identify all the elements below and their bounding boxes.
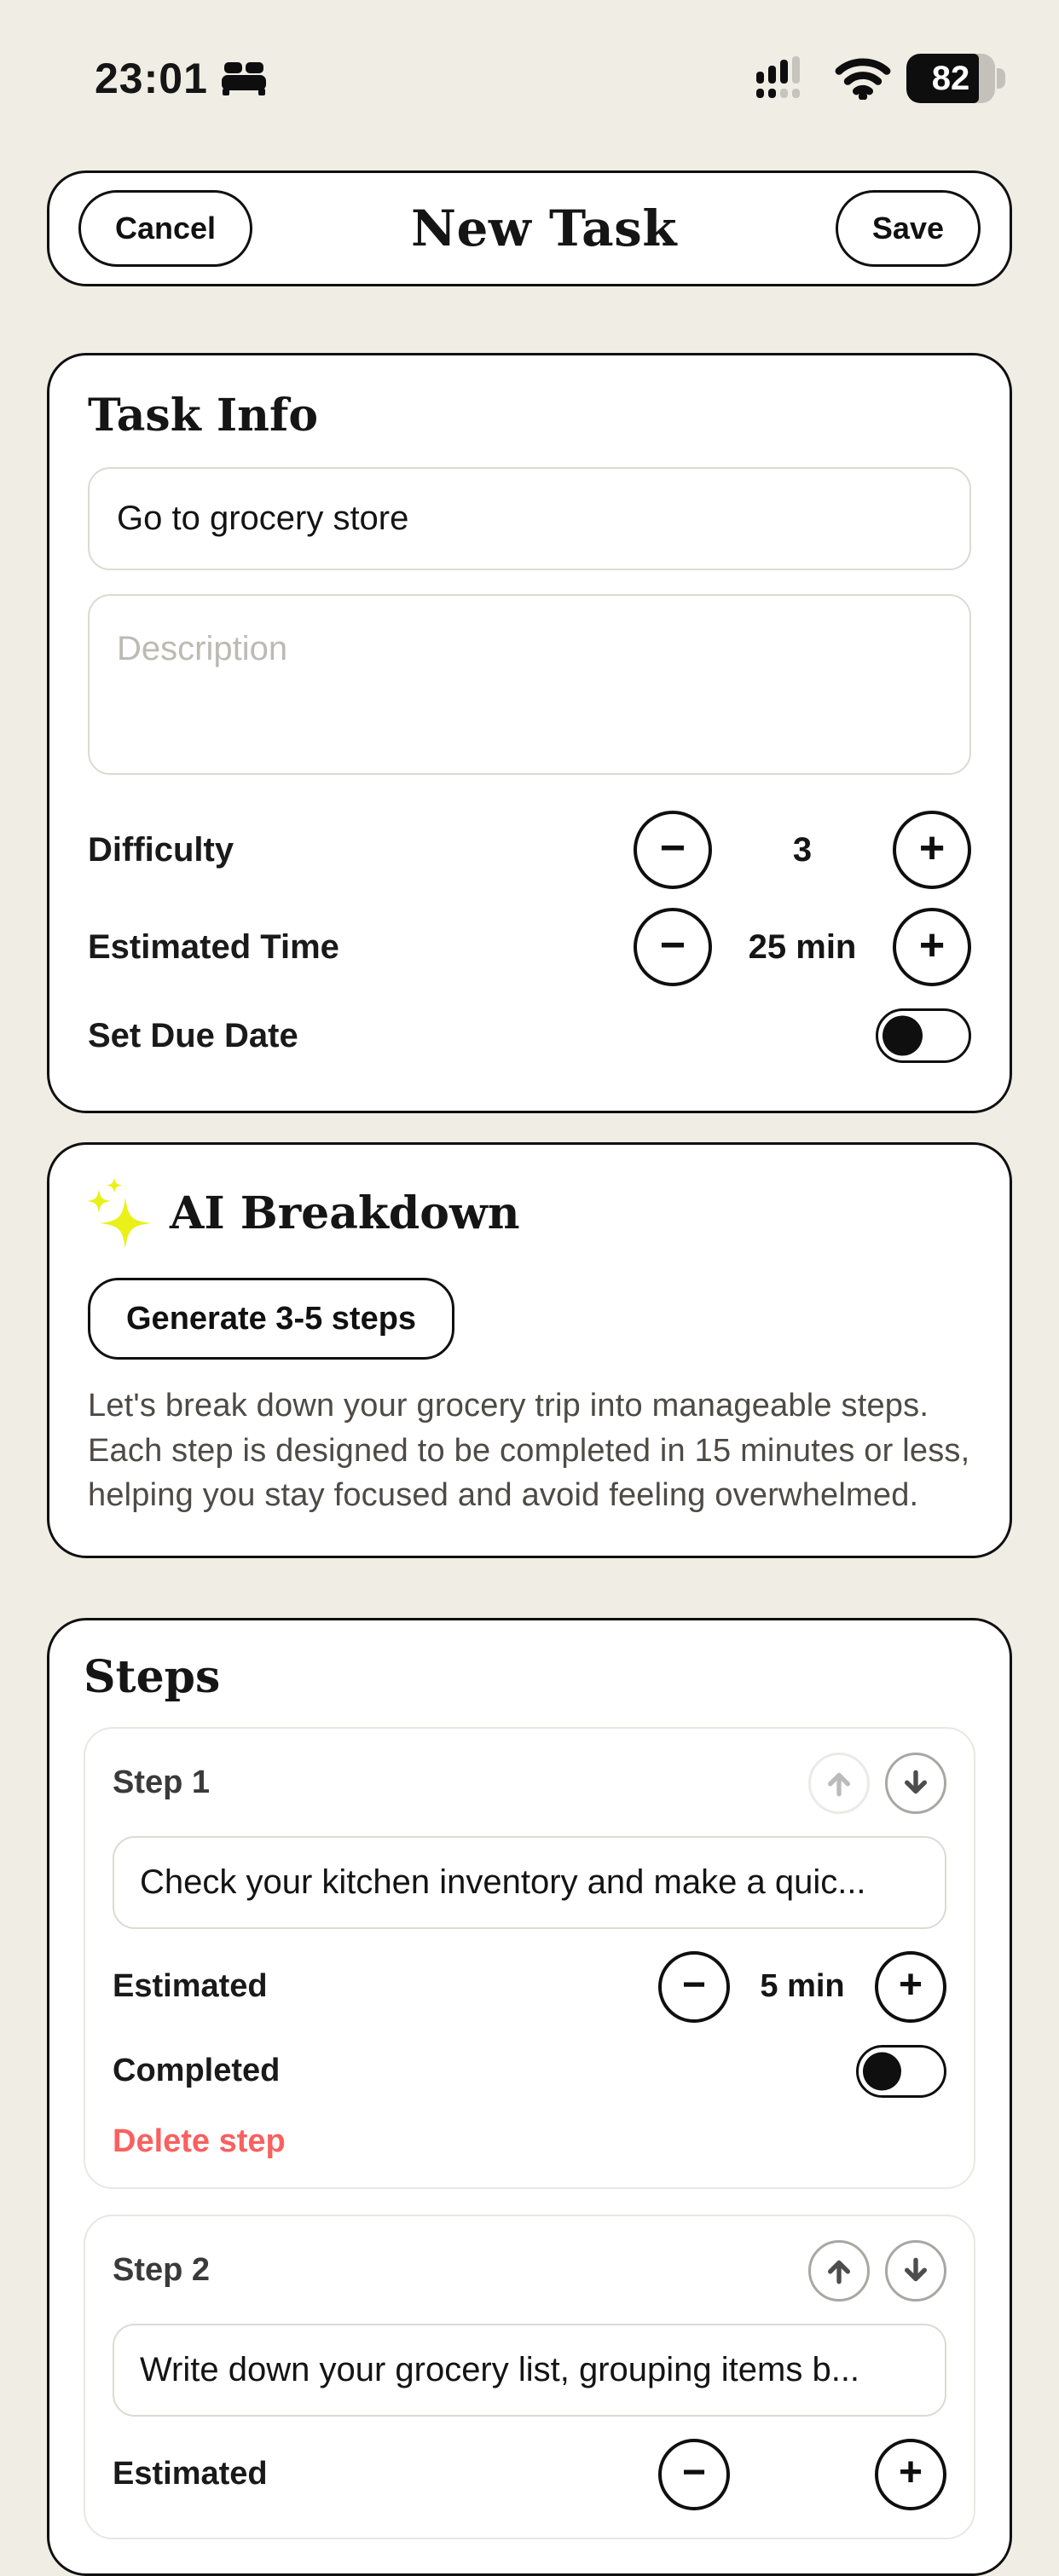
step-2-move-down-button[interactable] <box>885 2240 946 2302</box>
step-1-completed-label: Completed <box>113 2053 281 2089</box>
step-1-delete-button[interactable]: Delete step <box>113 2123 286 2159</box>
difficulty-minus-button[interactable]: − <box>634 811 712 889</box>
header-bar <box>47 170 1012 286</box>
bed-icon <box>222 61 268 96</box>
save-button[interactable]: Save <box>836 190 981 267</box>
task-info-title: Task Info <box>88 390 319 442</box>
step-1-text-input[interactable] <box>113 1836 946 1929</box>
estimated-time-row <box>88 908 971 986</box>
step-1-completed-toggle[interactable] <box>856 2045 946 2098</box>
battery-icon <box>906 54 1007 103</box>
due-date-row <box>88 1008 971 1063</box>
step-2-label: Step 2 <box>113 2252 211 2289</box>
cellular-signal-icon <box>756 56 819 101</box>
difficulty-row <box>88 811 971 889</box>
arrow-up-icon <box>823 2255 855 2287</box>
steps-title: Steps <box>84 1650 221 1703</box>
step-2-move-up-button[interactable] <box>808 2240 870 2302</box>
wifi-icon <box>835 57 891 100</box>
page-title: New Task <box>410 199 678 257</box>
difficulty-stepper <box>634 811 971 889</box>
status-right <box>756 54 1007 103</box>
difficulty-value: 3 <box>792 830 813 869</box>
battery-percent: 82 <box>931 59 970 97</box>
estimated-time-minus-button[interactable]: − <box>634 908 712 986</box>
description-input[interactable] <box>88 594 971 775</box>
due-date-label: Set Due Date <box>88 1016 298 1054</box>
step-1-estimated-value: 5 min <box>760 1968 845 2005</box>
status-bar <box>47 0 1012 109</box>
step-1-estimated-row <box>113 1951 946 2023</box>
task-name-input[interactable] <box>88 467 971 570</box>
step-1-label: Step 1 <box>113 1765 211 1801</box>
step-2-estimated-plus-button[interactable]: + <box>875 2439 946 2510</box>
clock-time: 23:01 <box>95 55 208 102</box>
step-1-estimated-minus-button[interactable]: − <box>658 1951 730 2023</box>
step-1-completed-row <box>113 2045 946 2098</box>
ai-breakdown-card <box>47 1142 1012 1557</box>
step-item-2 <box>84 2215 975 2539</box>
task-info-card <box>47 353 1012 1113</box>
difficulty-plus-button[interactable]: + <box>893 811 971 889</box>
estimated-time-stepper <box>634 908 971 986</box>
step-2-estimated-label: Estimated <box>113 2456 268 2492</box>
step-2-estimated-row <box>113 2439 946 2510</box>
step-item-1 <box>84 1727 975 2189</box>
arrow-down-icon <box>900 1767 932 1799</box>
arrow-down-icon <box>900 2255 932 2287</box>
estimated-time-plus-button[interactable]: + <box>893 908 971 986</box>
step-1-move-down-button[interactable] <box>885 1753 946 1814</box>
estimated-time-value: 25 min <box>748 927 857 966</box>
status-left <box>95 54 268 103</box>
step-2-text-input[interactable] <box>113 2324 946 2417</box>
step-1-move-up-button[interactable] <box>808 1753 870 1814</box>
estimated-time-label: Estimated Time <box>88 927 339 966</box>
steps-card <box>47 1618 1012 2576</box>
sparkles-icon <box>88 1177 151 1249</box>
ai-breakdown-title: AI Breakdown <box>170 1187 520 1239</box>
ai-breakdown-description: Let's break down your grocery trip into manageable steps. Each step is designed to be completed in 15 minutes or less, helping you stay focused and avoid feeling overwhelmed. <box>88 1388 970 1514</box>
step-1-estimated-label: Estimated <box>113 1968 268 2005</box>
step-1-estimated-plus-button[interactable]: + <box>875 1951 946 2023</box>
generate-steps-button[interactable]: Generate 3-5 steps <box>88 1278 454 1360</box>
arrow-up-icon <box>823 1767 855 1799</box>
cancel-button[interactable]: Cancel <box>78 190 252 267</box>
step-2-estimated-minus-button[interactable]: − <box>658 2439 730 2510</box>
due-date-toggle[interactable] <box>876 1008 971 1063</box>
difficulty-label: Difficulty <box>88 830 234 869</box>
